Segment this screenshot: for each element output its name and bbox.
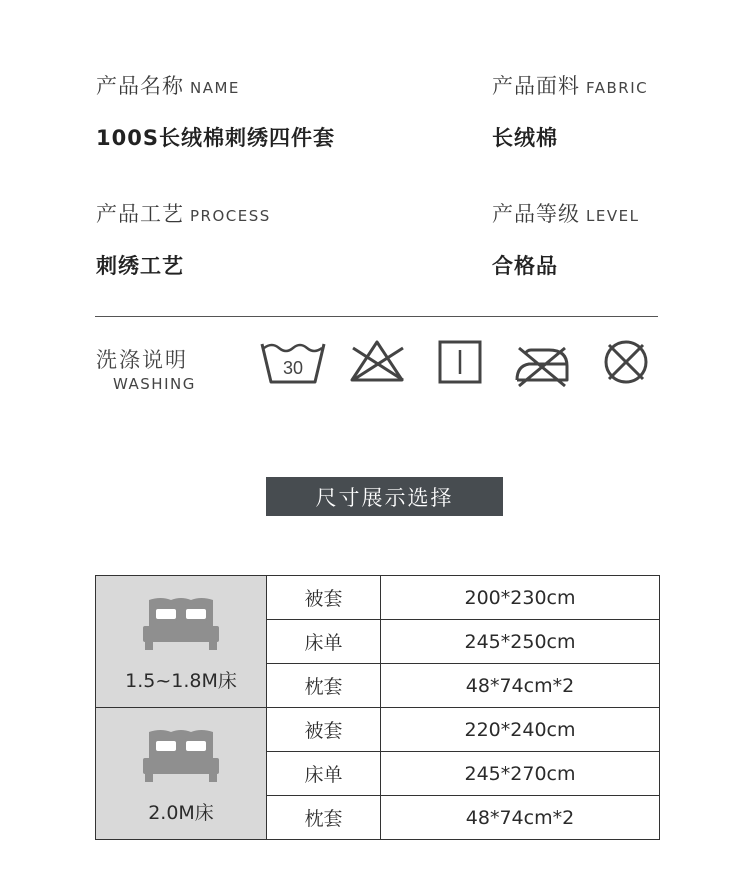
wash-temperature-text: 30 [282,358,304,378]
bedding-size: 200*230cm [381,576,660,620]
product-process-label: 产品工艺 PROCESS [96,202,271,226]
bed-icon [141,728,221,784]
bedding-size: 245*270cm [381,752,660,796]
table-row [96,576,660,620]
bedding-item: 床单 [267,620,381,664]
line-dry-icon [436,336,484,388]
bed-cell [96,708,267,840]
product-name-value: 100S长绒棉刺绣四件套 [96,126,335,150]
product-level-block [492,198,639,280]
no-iron-icon [513,336,571,388]
bedding-size: 220*240cm [381,708,660,752]
bedding-item: 床单 [267,752,381,796]
product-name-block [96,70,335,152]
bedding-size: 48*74cm*2 [381,796,660,840]
bedding-size: 245*250cm [381,620,660,664]
product-fabric-label: 产品面料 FABRIC [492,74,649,98]
product-fabric-value: 长绒棉 [492,126,558,150]
bedding-item: 枕套 [267,664,381,708]
no-dry-clean-icon [600,336,652,388]
size-table [95,575,660,840]
product-level-label: 产品等级 LEVEL [492,202,640,226]
bed-size-label: 1.5~1.8M床 [125,670,237,692]
table-row [96,708,660,752]
washing-title-en: WASHING [113,375,196,393]
product-process-value: 刺绣工艺 [96,254,184,278]
size-section-title: 尺寸展示选择 [266,477,503,516]
bedding-item: 枕套 [267,796,381,840]
product-process-block [96,198,271,280]
product-name-label: 产品名称 NAME [96,74,240,98]
wash-30-icon [259,336,327,388]
bedding-size: 48*74cm*2 [381,664,660,708]
bedding-item: 被套 [267,708,381,752]
bed-icon [141,596,221,652]
washing-title: 洗涤说明 [96,348,188,372]
bedding-item: 被套 [267,576,381,620]
bed-size-label: 2.0M床 [148,802,214,824]
product-level-value: 合格品 [492,254,558,278]
section-divider [95,316,658,317]
product-fabric-block [492,70,648,152]
bed-cell [96,576,267,708]
no-bleach-icon [347,336,407,388]
